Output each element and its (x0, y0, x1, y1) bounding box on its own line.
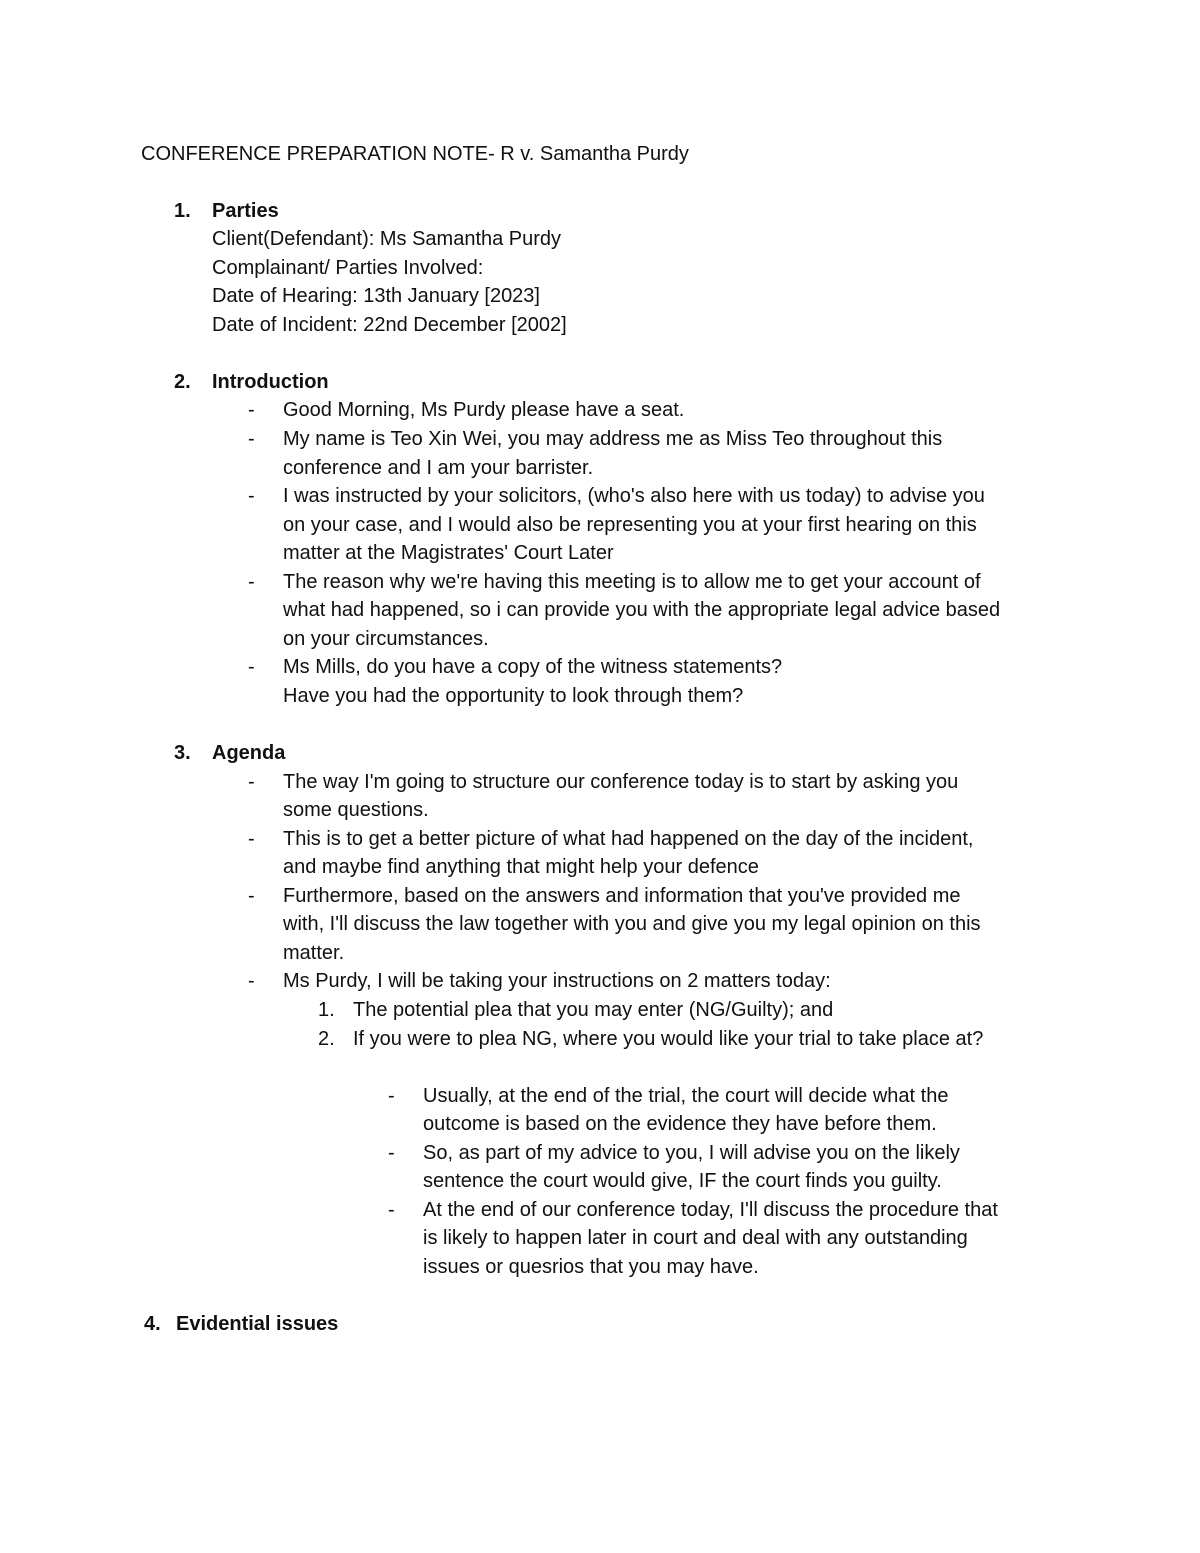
section-number: 2. (174, 371, 191, 393)
section-heading-agenda: Agenda (212, 742, 286, 764)
bullet-text: This is to get a better picture of what had happened on the day of the incident, (283, 828, 974, 850)
nested-bullet-text: issues or quesrios that you may have. (423, 1256, 759, 1278)
section-number: 3. (174, 742, 191, 764)
bullet-text: what had happened, so i can provide you with the appropriate legal advice based (283, 599, 1001, 621)
bullet-text: The reason why we're having this meeting is to allow me to get your account of (283, 571, 981, 593)
bullet-text: conference and I am your barrister. (283, 457, 594, 479)
sub-item-number: 1. (318, 999, 335, 1021)
bullet-text: Ms Purdy, I will be taking your instructions on 2 matters today: (283, 970, 831, 992)
bullet-text: matter at the Magistrates' Court Later (283, 542, 614, 564)
section-heading-parties: Parties (212, 200, 279, 222)
bullet-text: on your circumstances. (283, 628, 489, 650)
bullet-dash: - (248, 771, 255, 793)
bullet-dash: - (248, 571, 255, 593)
nested-bullet-text: sentence the court would give, IF the court finds you guilty. (423, 1170, 942, 1192)
bullet-text: some questions. (283, 799, 429, 821)
sub-item-text: The potential plea that you may enter (NG/Guilty); and (353, 999, 834, 1021)
bullet-dash: - (248, 399, 255, 421)
section-number: 1. (174, 200, 191, 222)
section-heading-introduction: Introduction (212, 371, 329, 393)
parties-incident-date-line: Date of Incident: 22nd December [2002] (212, 314, 567, 336)
nested-bullet-text: So, as part of my advice to you, I will advise you on the likely (423, 1142, 960, 1164)
bullet-dash: - (248, 428, 255, 450)
bullet-text: Ms Mills, do you have a copy of the witness statements? (283, 656, 783, 678)
bullet-text: I was instructed by your solicitors, (who's also here with us today) to advise you (283, 485, 985, 507)
bullet-dash: - (248, 828, 255, 850)
sub-item-text: If you were to plea NG, where you would like your trial to take place at? (353, 1028, 984, 1050)
nested-bullet-text: Usually, at the end of the trial, the court will decide what the (423, 1085, 949, 1107)
bullet-dash: - (248, 885, 255, 907)
nested-bullet-dash: - (388, 1142, 395, 1164)
bullet-text: with, I'll discuss the law together with you and give you my legal opinion on this (283, 913, 981, 935)
parties-hearing-date-line: Date of Hearing: 13th January [2023] (212, 285, 540, 307)
bullet-text: Good Morning, Ms Purdy please have a seat. (283, 399, 685, 421)
parties-complainant-line: Complainant/ Parties Involved: (212, 257, 484, 279)
nested-bullet-text: At the end of our conference today, I'll discuss the procedure that (423, 1199, 998, 1221)
bullet-text: on your case, and I would also be representing you at your first hearing on this (283, 514, 977, 536)
nested-bullet-text: is likely to happen later in court and deal with any outstanding (423, 1227, 968, 1249)
document-title: CONFERENCE PREPARATION NOTE- R v. Samantha Purdy (141, 143, 689, 165)
bullet-dash: - (248, 970, 255, 992)
bullet-dash: - (248, 656, 255, 678)
bullet-text: and maybe find anything that might help your defence (283, 856, 759, 878)
parties-client-line: Client(Defendant): Ms Samantha Purdy (212, 228, 562, 250)
nested-bullet-dash: - (388, 1085, 395, 1107)
bullet-text: The way I'm going to structure our conference today is to start by asking you (283, 771, 959, 793)
bullet-text: Have you had the opportunity to look through them? (283, 685, 744, 707)
bullet-text: Furthermore, based on the answers and information that you've provided me (283, 885, 961, 907)
nested-bullet-text: outcome is based on the evidence they have before them. (423, 1113, 937, 1135)
bullet-text: matter. (283, 942, 345, 964)
bullet-dash: - (248, 485, 255, 507)
bullet-text: My name is Teo Xin Wei, you may address me as Miss Teo throughout this (283, 428, 943, 450)
section-number: 4. (144, 1313, 161, 1335)
section-heading-evidential-issues: Evidential issues (176, 1313, 339, 1335)
nested-bullet-dash: - (388, 1199, 395, 1221)
sub-item-number: 2. (318, 1028, 335, 1050)
